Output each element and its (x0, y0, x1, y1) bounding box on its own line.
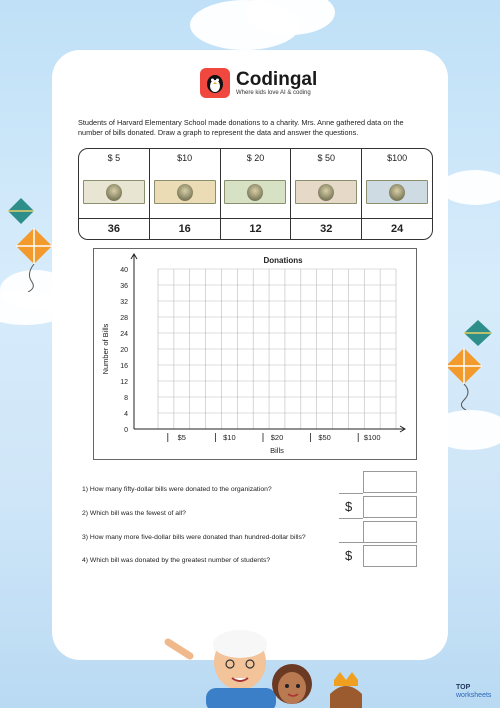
worksheet-card (52, 50, 448, 660)
bill-label: $ 20 (246, 153, 265, 163)
y-tick-label: 40 (120, 267, 128, 274)
bill-column (79, 149, 150, 239)
bill-column (291, 149, 362, 239)
answer-box[interactable] (363, 521, 417, 543)
y-tick-label: 0 (124, 427, 128, 434)
y-tick-label: 24 (120, 331, 128, 338)
bill-count: 16 (150, 218, 220, 239)
donations-chart (93, 248, 417, 460)
dollar-prefix: $ (345, 499, 353, 514)
footer-line2: worksheets (456, 692, 492, 699)
y-tick-label: 4 (124, 411, 128, 418)
banknote-icon (154, 180, 216, 204)
dollar-prefix: $ (345, 548, 353, 563)
x-tick-label: $100 (363, 433, 381, 442)
y-tick-label: 8 (124, 395, 128, 402)
bills-table (78, 148, 433, 240)
brand-name: Codingal (236, 69, 318, 90)
brand-logo (200, 68, 317, 98)
chart-title: Donations (263, 256, 303, 265)
brand-tagline: Where kids love AI & coding (236, 90, 311, 96)
bill-column (221, 149, 292, 239)
question-text: 2) Which bill was the fewest of all? (82, 510, 186, 517)
bill-image-cell (291, 167, 361, 218)
banknote-icon (83, 180, 145, 204)
footer-line1: TOP (456, 684, 471, 691)
answer-box[interactable] (363, 471, 417, 493)
bill-label: $ 50 (317, 153, 336, 163)
footer-brand (456, 684, 491, 700)
question-text: 3) How many more five-dollar bills were donated than hundred-dollar bills? (82, 534, 306, 541)
bill-label: $ 5 (107, 153, 121, 163)
chart-svg (94, 249, 416, 459)
bill-column (362, 149, 432, 239)
question-text: 4) Which bill was donated by the greatest number of students? (82, 557, 271, 564)
y-tick-label: 12 (120, 379, 128, 386)
cloud-decoration (440, 170, 500, 205)
answer-box[interactable] (363, 496, 417, 518)
answer-box[interactable] (363, 545, 417, 567)
kite-icon (6, 196, 36, 226)
kite-icon (462, 318, 494, 348)
y-tick-label: 32 (120, 299, 128, 306)
bill-image-cell (362, 167, 432, 218)
x-tick-label: $50 (318, 433, 331, 442)
bill-count: 24 (362, 218, 432, 239)
bill-image-cell (221, 167, 291, 218)
answer-divider (339, 518, 363, 519)
y-tick-label: 16 (120, 363, 128, 370)
banknote-icon (224, 180, 286, 204)
x-axis-label: Bills (270, 446, 284, 455)
kids-illustration (160, 622, 380, 708)
y-tick-label: 36 (120, 283, 128, 290)
bill-column (150, 149, 221, 239)
bill-count: 36 (79, 218, 149, 239)
bill-count: 12 (221, 218, 291, 239)
bill-image-cell (79, 167, 149, 218)
answer-divider (339, 542, 363, 543)
x-tick-label: $20 (270, 433, 284, 442)
banknote-icon (366, 180, 428, 204)
answer-divider (339, 493, 363, 494)
kite-icon (444, 346, 484, 410)
y-axis-label: Number of Bills (101, 323, 110, 375)
question-text: 1) How many fifty-dollar bills were donated to the organization? (82, 486, 272, 493)
banknote-icon (295, 180, 357, 204)
x-tick-label: $5 (177, 433, 186, 442)
y-tick-label: 28 (120, 315, 128, 322)
y-tick-label: 20 (120, 347, 128, 354)
bill-count: 32 (291, 218, 361, 239)
bill-label: $100 (387, 153, 408, 163)
penguin-logo-icon (200, 68, 230, 98)
bill-label: $10 (177, 153, 193, 163)
intro-text: Students of Harvard Elementary School made donations to a charity. Mrs. Anne gathered data on the number of bills donated. Draw a graph to represent the data and answer the questions. (78, 118, 404, 137)
bill-image-cell (150, 167, 220, 218)
kite-icon (12, 226, 54, 292)
x-tick-label: $10 (223, 433, 236, 442)
